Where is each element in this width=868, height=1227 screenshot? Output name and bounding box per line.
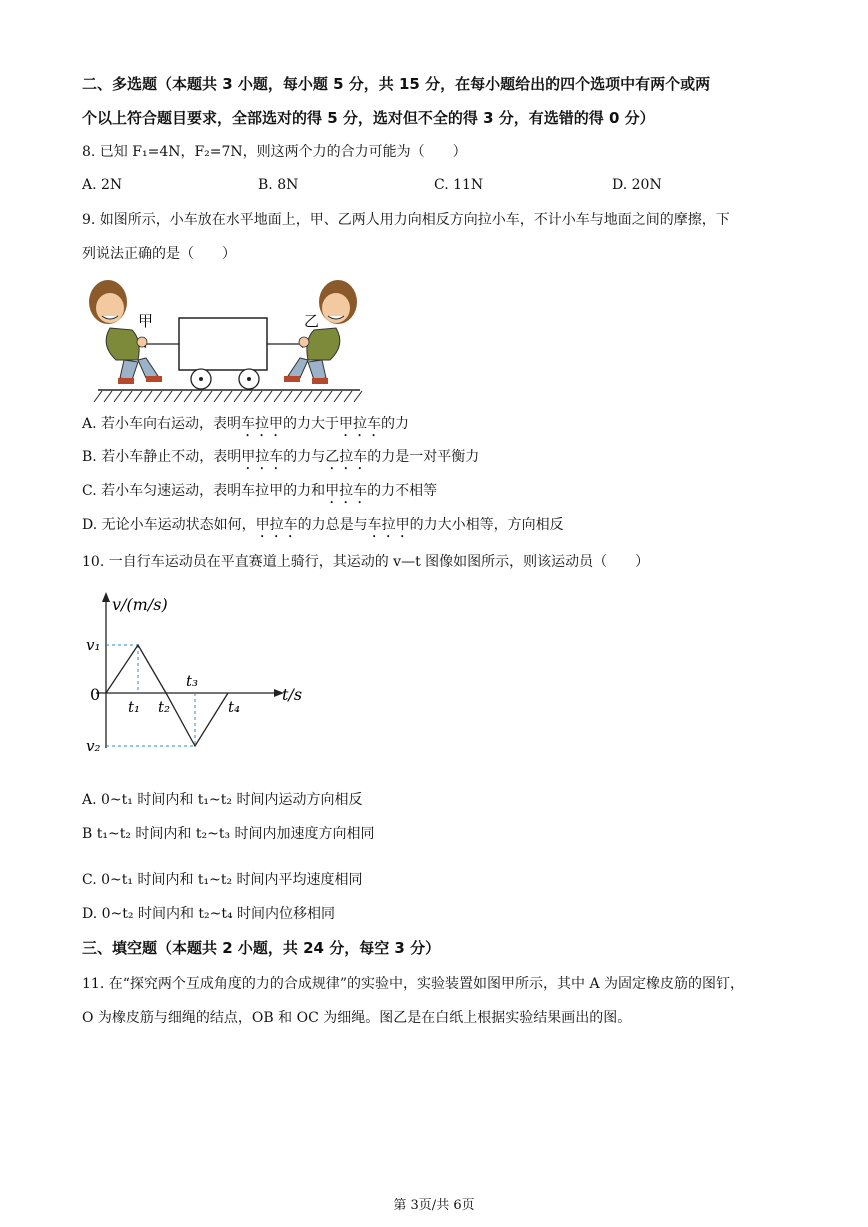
- q9-option-c: C. 若小车匀速运动，表明车拉甲的力和甲拉车的力不相等: [82, 483, 438, 499]
- page-footer: 第 3页/共 6页: [393, 1198, 475, 1213]
- q9-option-d: D. 无论小车运动状态如何，甲拉车的力总是与车拉甲的力大小相等，方向相反: [82, 517, 564, 533]
- v1-label: v₁: [86, 636, 101, 654]
- t2-label: t₂: [158, 698, 171, 716]
- q8-stem: 8. 已知 F₁=4N，F₂=7N，则这两个力的合力可能为（ ）: [82, 144, 467, 160]
- q10-option-a: A. 0~t₁ 时间内和 t₁~t₂ 时间内运动方向相反: [82, 792, 363, 808]
- person-right-figure: [284, 280, 357, 384]
- cart-body: [179, 318, 267, 370]
- q8-option-b: B. 8N: [258, 177, 299, 193]
- q8-option-d: D. 20N: [612, 177, 662, 193]
- vt-graph: [78, 588, 318, 763]
- q9-stem-line1: 9. 如图所示，小车放在水平地面上，甲、乙两人用力向相反方向拉小车，不计小车与地面之间的摩擦，下: [82, 212, 730, 228]
- q9-option-b: B. 若小车静止不动，表明甲拉车的力与乙拉车的力是一对平衡力: [82, 449, 480, 465]
- tug-of-war-cart-figure: [80, 270, 365, 410]
- q9-stem-line2: 列说法正确的是（ ）: [82, 246, 236, 262]
- q8-option-c: C. 11N: [434, 177, 484, 193]
- origin-label: 0: [90, 685, 101, 704]
- q10-option-c: C. 0~t₁ 时间内和 t₁~t₂ 时间内平均速度相同: [82, 872, 363, 888]
- q11-line2: O 为橡皮筋与细绳的结点，OB 和 OC 为细绳。图乙是在白纸上根据实验结果画出的图。: [82, 1010, 632, 1026]
- y-axis-label: v/(m/s): [112, 595, 168, 614]
- section3-heading: 三、填空题（本题共 2 小题，共 24 分，每空 3 分）: [82, 939, 441, 957]
- q11-line1: 11. 在“探究两个互成角度的力的合成规律”的实验中，实验装置如图甲所示，其中 A 为固定橡皮筋的图钉，: [82, 976, 745, 992]
- section2-heading-line1: 二、多选题（本题共 3 小题，每小题 5 分，共 15 分，在每小题给出的四个选项中有两个或两: [82, 75, 711, 93]
- v2-label: v₂: [86, 737, 101, 755]
- t3-label: t₃: [186, 672, 199, 690]
- q9-option-a: A. 若小车向右运动，表明车拉甲的力大于甲拉车的力: [82, 416, 410, 432]
- q10-option-b: B t₁~t₂ 时间内和 t₂~t₃ 时间内加速度方向相同: [82, 826, 375, 842]
- person-left-figure: [89, 280, 162, 384]
- q10-stem: 10. 一自行车运动员在平直赛道上骑行，其运动的 v—t 图像如图所示，则该运动员（ ）: [82, 554, 650, 570]
- label-yi: 乙: [304, 312, 320, 330]
- q10-option-d: D. 0~t₂ 时间内和 t₂~t₄ 时间内位移相同: [82, 906, 336, 922]
- q8-option-a: A. 2N: [82, 177, 123, 193]
- x-axis-label: t/s: [282, 685, 303, 704]
- section2-heading-line2: 个以上符合题目要求，全部选对的得 5 分，选对但不全的得 3 分，有选错的得 0 分）: [82, 109, 655, 127]
- label-jia: 甲: [138, 312, 154, 330]
- t1-label: t₁: [128, 698, 141, 716]
- t4-label: t₄: [228, 698, 241, 716]
- vt-line: [106, 645, 228, 746]
